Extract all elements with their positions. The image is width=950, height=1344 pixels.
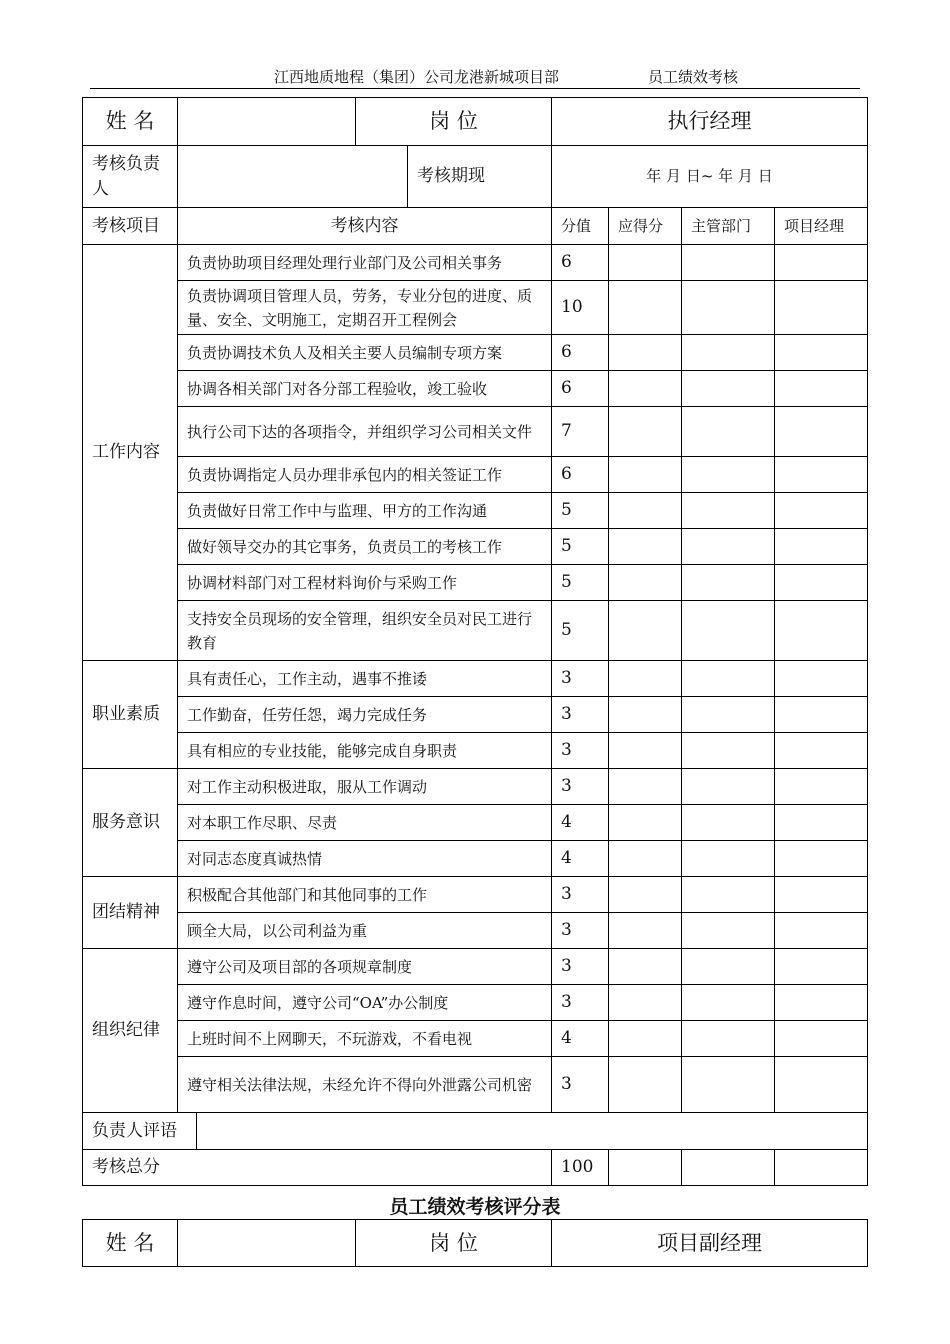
category-label: 组织纪律: [83, 949, 178, 1113]
pm-cell[interactable]: [775, 493, 868, 529]
item-content: 遵守相关法律法规，未经允许不得向外泄露公司机密: [178, 1057, 552, 1113]
dept-cell[interactable]: [682, 371, 775, 407]
item-score: 3: [552, 733, 609, 769]
dept-cell[interactable]: [682, 733, 775, 769]
item-score: 5: [552, 493, 609, 529]
table-row: [83, 733, 868, 769]
item-content: 负责协调指定人员办理非承包内的相关签证工作: [178, 457, 552, 493]
pm-cell[interactable]: [775, 407, 868, 457]
position-value[interactable]: 执行经理: [552, 98, 868, 146]
pm-cell[interactable]: [775, 661, 868, 697]
earned-cell[interactable]: [609, 1021, 682, 1057]
earned-cell[interactable]: [609, 493, 682, 529]
name-field-2[interactable]: [178, 1220, 356, 1267]
table-row: [83, 335, 868, 371]
dept-cell[interactable]: [682, 805, 775, 841]
item-score: 3: [552, 913, 609, 949]
header-org: 江西地质地程（集团）公司龙港新城项目部: [274, 68, 560, 86]
pm-cell[interactable]: [775, 697, 868, 733]
earned-cell[interactable]: [609, 1057, 682, 1113]
row-reviewer: [83, 146, 868, 208]
item-content: 负责协调项目管理人员，劳务，专业分包的进度、质量、安全、文明施工，定期召开工程例会: [178, 281, 552, 335]
dept-cell[interactable]: [682, 335, 775, 371]
form2-title: 员工绩效考核评分表: [389, 1196, 561, 1218]
pm-cell[interactable]: [775, 1021, 868, 1057]
table-row: [83, 841, 868, 877]
dept-cell[interactable]: [682, 1021, 775, 1057]
item-score: 7: [552, 407, 609, 457]
position-label: 岗 位: [356, 98, 552, 146]
page-header: [90, 58, 860, 89]
item-content: 支持安全员现场的安全管理，组织安全员对民工进行教育: [178, 601, 552, 661]
name-label: 姓 名: [83, 98, 178, 146]
reviewer-label: 考核负责人: [83, 146, 178, 208]
item-content: 对同志态度真诚热情: [178, 841, 552, 877]
earned-cell[interactable]: [609, 985, 682, 1021]
pm-cell[interactable]: [775, 565, 868, 601]
item-content: 具有相应的专业技能，能够完成自身职责: [178, 733, 552, 769]
earned-cell[interactable]: [609, 457, 682, 493]
pm-cell[interactable]: [775, 949, 868, 985]
pm-cell[interactable]: [775, 985, 868, 1021]
earned-cell[interactable]: [609, 769, 682, 805]
earned-cell[interactable]: [609, 733, 682, 769]
col-pm-header: 项目经理: [775, 208, 868, 245]
table-row: [83, 1057, 868, 1113]
total-value: 100: [552, 1150, 609, 1186]
pm-cell[interactable]: [775, 601, 868, 661]
item-content: 工作勤奋，任劳任怨，竭力完成任务: [178, 697, 552, 733]
dept-cell[interactable]: [682, 245, 775, 281]
total-dept-cell[interactable]: [682, 1150, 775, 1186]
row-comment: [83, 1113, 868, 1150]
period-value[interactable]: 年 月 日~ 年 月 日: [552, 146, 868, 208]
item-score: 3: [552, 949, 609, 985]
item-score: 3: [552, 769, 609, 805]
dept-cell[interactable]: [682, 457, 775, 493]
column-header-row: [83, 208, 868, 245]
item-score: 6: [552, 245, 609, 281]
item-score: 6: [552, 335, 609, 371]
earned-cell[interactable]: [609, 281, 682, 335]
name-label-2: 姓 名: [83, 1220, 178, 1267]
item-score: 3: [552, 697, 609, 733]
table-row: [83, 877, 868, 913]
item-content: 协调各相关部门对各分部工程验收，竣工验收: [178, 371, 552, 407]
item-content: 具有责任心，工作主动，遇事不推诿: [178, 661, 552, 697]
evaluation-form: [82, 97, 868, 1186]
item-score: 6: [552, 371, 609, 407]
item-score: 5: [552, 565, 609, 601]
total-label: 考核总分: [83, 1150, 552, 1186]
item-score: 5: [552, 529, 609, 565]
pm-cell[interactable]: [775, 877, 868, 913]
header-doc-title: 员工绩效考核: [648, 68, 739, 86]
item-content: 协调材料部门对工程材料询价与采购工作: [178, 565, 552, 601]
col-item-header: 考核项目: [83, 208, 178, 245]
pm-cell[interactable]: [775, 1057, 868, 1113]
col-score-header: 分值: [552, 208, 609, 245]
comment-field[interactable]: [197, 1113, 867, 1149]
dept-cell[interactable]: [682, 1057, 775, 1113]
table-row: [83, 697, 868, 733]
item-content: 遵守作息时间，遵守公司“OA”办公制度: [178, 985, 552, 1021]
position-value-2[interactable]: 项目副经理: [552, 1220, 868, 1267]
item-score: 3: [552, 985, 609, 1021]
evaluation-form-2: [82, 1219, 868, 1267]
table-row: [83, 529, 868, 565]
table-row: [83, 245, 868, 281]
col-content-header: 考核内容: [178, 208, 552, 245]
earned-cell[interactable]: [609, 335, 682, 371]
pm-cell[interactable]: [775, 335, 868, 371]
table-row: [83, 371, 868, 407]
table-row: [83, 601, 868, 661]
pm-cell[interactable]: [775, 913, 868, 949]
table-row: [83, 407, 868, 457]
earned-cell[interactable]: [609, 529, 682, 565]
row-total: [83, 1150, 868, 1186]
table-row: [83, 457, 868, 493]
earned-cell[interactable]: [609, 841, 682, 877]
table-row: [83, 769, 868, 805]
item-content: 负责做好日常工作中与监理、甲方的工作沟通: [178, 493, 552, 529]
item-score: 3: [552, 1057, 609, 1113]
earned-cell[interactable]: [609, 565, 682, 601]
item-content: 负责协助项目经理处理行业部门及公司相关事务: [178, 245, 552, 281]
item-score: 4: [552, 1021, 609, 1057]
category-label: 工作内容: [83, 245, 178, 661]
name-field[interactable]: [178, 98, 356, 146]
item-content: 做好领导交办的其它事务，负责员工的考核工作: [178, 529, 552, 565]
earned-cell[interactable]: [609, 805, 682, 841]
category-label: 服务意识: [83, 769, 178, 877]
dept-cell[interactable]: [682, 407, 775, 457]
item-content: 对本职工作尽职、尽责: [178, 805, 552, 841]
dept-cell[interactable]: [682, 697, 775, 733]
item-score: 4: [552, 841, 609, 877]
item-content: 顾全大局，以公司利益为重: [178, 913, 552, 949]
row-name-2: [83, 1220, 868, 1267]
row-name: [83, 98, 868, 146]
pm-cell[interactable]: [775, 529, 868, 565]
table-row: [83, 949, 868, 985]
item-content: 执行公司下达的各项指令，并组织学习公司相关文件: [178, 407, 552, 457]
item-content: 负责协调技术负人及相关主要人员编制专项方案: [178, 335, 552, 371]
dept-cell[interactable]: [682, 281, 775, 335]
pm-cell[interactable]: [775, 281, 868, 335]
table-row: [83, 1021, 868, 1057]
earned-cell[interactable]: [609, 697, 682, 733]
item-content: 积极配合其他部门和其他同事的工作: [178, 877, 552, 913]
earned-cell[interactable]: [609, 245, 682, 281]
total-pm-cell[interactable]: [775, 1150, 868, 1186]
dept-cell[interactable]: [682, 661, 775, 697]
earned-cell[interactable]: [609, 913, 682, 949]
item-score: 6: [552, 457, 609, 493]
position-label-2: 岗 位: [356, 1220, 552, 1267]
pm-cell[interactable]: [775, 769, 868, 805]
dept-cell[interactable]: [682, 493, 775, 529]
item-score: 5: [552, 601, 609, 661]
dept-cell[interactable]: [682, 529, 775, 565]
earned-cell[interactable]: [609, 371, 682, 407]
earned-cell[interactable]: [609, 661, 682, 697]
col-earned-header: 应得分: [609, 208, 682, 245]
table-row: [83, 661, 868, 697]
category-label: 团结精神: [83, 877, 178, 949]
item-score: 3: [552, 877, 609, 913]
total-earned-cell[interactable]: [609, 1150, 682, 1186]
dept-cell[interactable]: [682, 913, 775, 949]
dept-cell[interactable]: [682, 601, 775, 661]
item-score: 4: [552, 805, 609, 841]
table-row: [83, 985, 868, 1021]
dept-cell[interactable]: [682, 769, 775, 805]
comment-label: 负责人评语: [83, 1113, 197, 1149]
table-row: [83, 913, 868, 949]
pm-cell[interactable]: [775, 733, 868, 769]
item-score: 3: [552, 661, 609, 697]
pm-cell[interactable]: [775, 371, 868, 407]
item-content: 对工作主动积极进取，服从工作调动: [178, 769, 552, 805]
pm-cell[interactable]: [775, 841, 868, 877]
table-row: [83, 493, 868, 529]
item-content: 遵守公司及项目部的各项规章制度: [178, 949, 552, 985]
col-dept-header: 主管部门: [682, 208, 775, 245]
pm-cell[interactable]: [775, 805, 868, 841]
dept-cell[interactable]: [682, 565, 775, 601]
pm-cell[interactable]: [775, 457, 868, 493]
reviewer-field[interactable]: [178, 146, 408, 208]
dept-cell[interactable]: [682, 985, 775, 1021]
category-label: 职业素质: [83, 661, 178, 769]
dept-cell[interactable]: [682, 949, 775, 985]
earned-cell[interactable]: [609, 877, 682, 913]
earned-cell[interactable]: [609, 601, 682, 661]
earned-cell[interactable]: [609, 407, 682, 457]
period-label: 考核期现: [408, 146, 552, 208]
table-row: [83, 805, 868, 841]
table-row: [83, 565, 868, 601]
earned-cell[interactable]: [609, 949, 682, 985]
item-score: 10: [552, 281, 609, 335]
item-content: 上班时间不上网聊天，不玩游戏，不看电视: [178, 1021, 552, 1057]
table-row: [83, 281, 868, 335]
dept-cell[interactable]: [682, 841, 775, 877]
pm-cell[interactable]: [775, 245, 868, 281]
dept-cell[interactable]: [682, 877, 775, 913]
